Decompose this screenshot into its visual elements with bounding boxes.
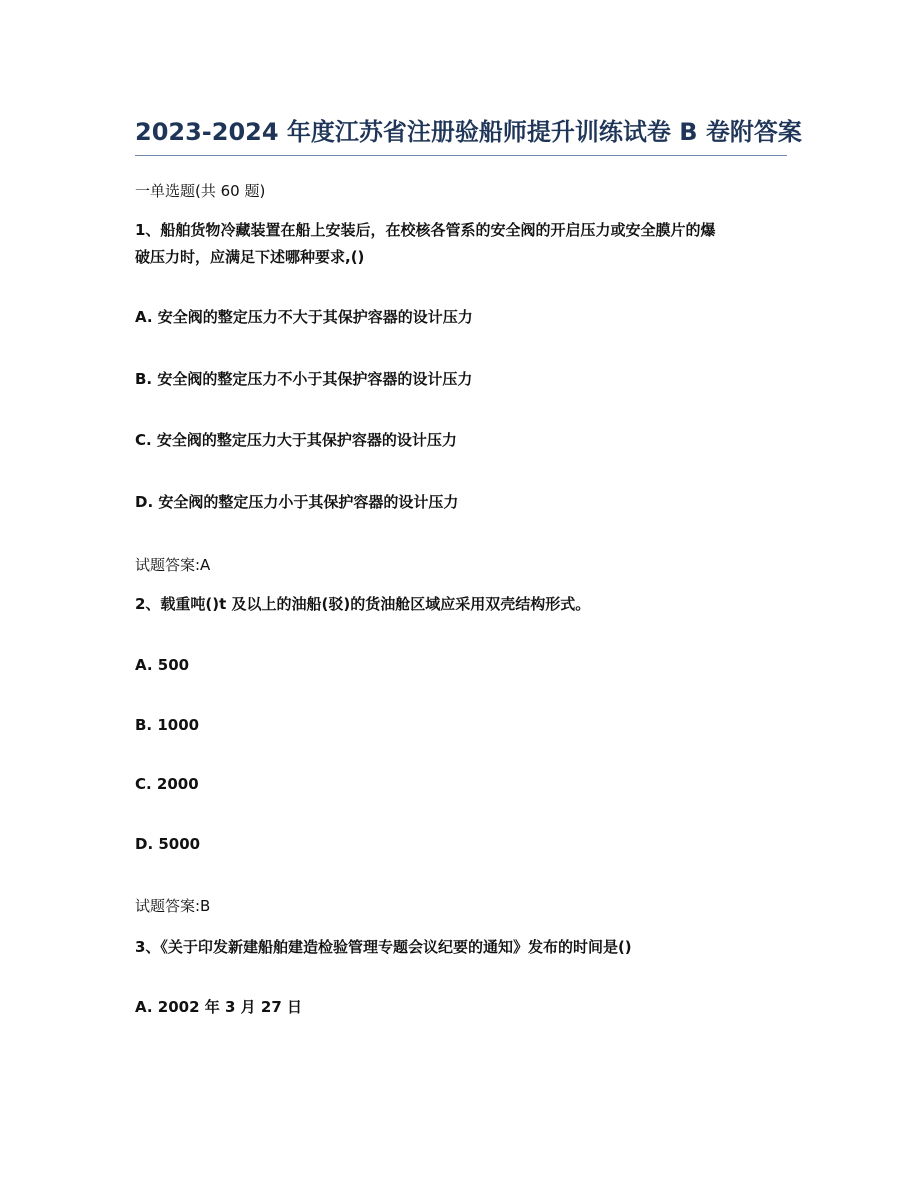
question-2-stem: 2、载重吨()t 及以上的油船(驳)的货油舱区域应采用双壳结构形式。 bbox=[135, 595, 591, 613]
question-1-option-c: C. 安全阀的整定压力大于其保护容器的设计压力 bbox=[135, 431, 457, 449]
question-1-answer: 试题答案:A bbox=[135, 556, 211, 574]
question-2-option-b: B. 1000 bbox=[135, 716, 200, 734]
question-2-option-c: C. 2000 bbox=[135, 775, 199, 793]
question-2-option-a: A. 500 bbox=[135, 656, 190, 674]
question-1-option-a: A. 安全阀的整定压力不大于其保护容器的设计压力 bbox=[135, 308, 473, 326]
question-3-option-a: A. 2002 年 3 月 27 日 bbox=[135, 998, 302, 1016]
question-1-option-d: D. 安全阀的整定压力小于其保护容器的设计压力 bbox=[135, 493, 459, 511]
question-1-stem-line-2: 破压力时，应满足下述哪种要求,() bbox=[135, 248, 365, 266]
question-1-option-b: B. 安全阀的整定压力不小于其保护容器的设计压力 bbox=[135, 370, 473, 388]
question-3-stem: 3、《关于印发新建船舶建造检验管理专题会议纪要的通知》发布的时间是() bbox=[135, 938, 632, 956]
document-title: 2023-2024 年度江苏省注册验船师提升训练试卷 B 卷附答案 bbox=[135, 118, 802, 146]
question-2-answer: 试题答案:B bbox=[135, 897, 211, 915]
title-divider bbox=[135, 155, 787, 156]
question-2-option-d: D. 5000 bbox=[135, 835, 201, 853]
question-1-stem-line-1: 1、船舶货物冷藏装置在船上安装后，在校核各管系的安全阀的开启压力或安全膜片的爆 bbox=[135, 221, 716, 239]
section-heading: 一单选题(共 60 题) bbox=[135, 182, 266, 200]
